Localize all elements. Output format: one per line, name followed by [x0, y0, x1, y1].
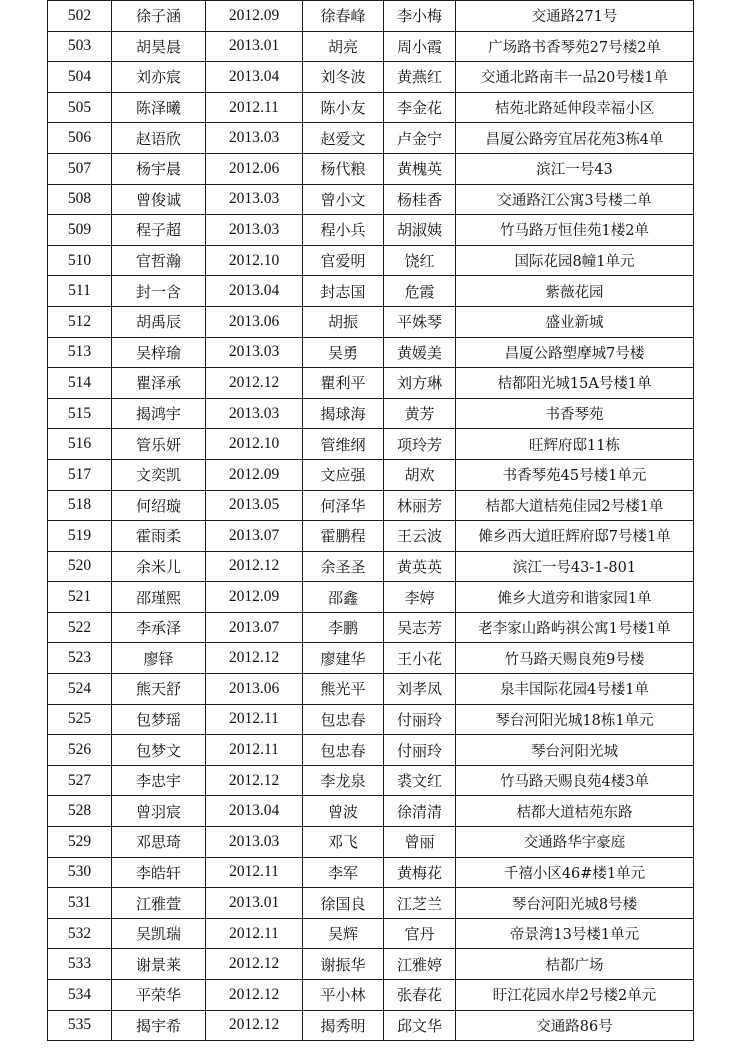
row-number-cell: 531	[48, 888, 112, 919]
mother-name-cell: 胡欢	[384, 459, 456, 490]
table-row	[48, 123, 694, 154]
father-name-cell: 封志国	[303, 276, 384, 307]
home-address-cell: 傩乡大道旁和谐家园1单	[456, 582, 694, 613]
mother-name-cell: 江雅婷	[384, 949, 456, 980]
table-row	[48, 551, 694, 582]
table-row	[48, 398, 694, 429]
birth-date-cell: 2012.12	[206, 643, 303, 674]
father-name-cell: 包忠春	[303, 735, 384, 766]
birth-date-cell: 2012.12	[206, 980, 303, 1011]
row-number-cell: 520	[48, 551, 112, 582]
table-row	[48, 949, 694, 980]
birth-date-cell: 2013.05	[206, 490, 303, 521]
home-address-cell: 旺辉府邸11栋	[456, 429, 694, 460]
mother-name-cell: 杨桂香	[384, 184, 456, 215]
student-name-cell: 揭鸿宇	[112, 398, 206, 429]
student-name-cell: 陈泽曦	[112, 92, 206, 123]
student-name-cell: 李承泽	[112, 612, 206, 643]
row-number-cell: 521	[48, 582, 112, 613]
home-address-cell: 广场路书香琴苑27号楼2单	[456, 31, 694, 62]
father-name-cell: 李军	[303, 857, 384, 888]
mother-name-cell: 裘文红	[384, 765, 456, 796]
student-name-cell: 徐子涵	[112, 1, 206, 32]
home-address-cell: 书香琴苑45号楼1单元	[456, 459, 694, 490]
student-name-cell: 李皓轩	[112, 857, 206, 888]
row-number-cell: 510	[48, 245, 112, 276]
father-name-cell: 官爱明	[303, 245, 384, 276]
student-name-cell: 程子超	[112, 215, 206, 246]
mother-name-cell: 付丽玲	[384, 704, 456, 735]
father-name-cell: 谢振华	[303, 949, 384, 980]
home-address-cell: 桔都大道桔苑东路	[456, 796, 694, 827]
student-name-cell: 邵瑾熙	[112, 582, 206, 613]
home-address-cell: 交通北路南丰一品20号楼1单	[456, 62, 694, 93]
father-name-cell: 李鹏	[303, 612, 384, 643]
father-name-cell: 陈小友	[303, 92, 384, 123]
student-name-cell: 官哲瀚	[112, 245, 206, 276]
row-number-cell: 529	[48, 827, 112, 858]
student-name-cell: 李忠宇	[112, 765, 206, 796]
student-name-cell: 胡昊晨	[112, 31, 206, 62]
table-row	[48, 184, 694, 215]
father-name-cell: 程小兵	[303, 215, 384, 246]
table-row	[48, 459, 694, 490]
home-address-cell: 桔都大道桔苑佳园2号楼1单	[456, 490, 694, 521]
mother-name-cell: 危霞	[384, 276, 456, 307]
roster-body	[48, 1, 694, 1041]
mother-name-cell: 黄槐英	[384, 153, 456, 184]
table-row	[48, 796, 694, 827]
table-row	[48, 153, 694, 184]
student-name-cell: 瞿泽承	[112, 368, 206, 399]
father-name-cell: 胡振	[303, 306, 384, 337]
table-row	[48, 765, 694, 796]
row-number-cell: 530	[48, 857, 112, 888]
father-name-cell: 李龙泉	[303, 765, 384, 796]
mother-name-cell: 周小霞	[384, 31, 456, 62]
home-address-cell: 千禧小区46#楼1单元	[456, 857, 694, 888]
row-number-cell: 534	[48, 980, 112, 1011]
birth-date-cell: 2012.11	[206, 918, 303, 949]
row-number-cell: 519	[48, 521, 112, 552]
father-name-cell: 刘冬波	[303, 62, 384, 93]
row-number-cell: 528	[48, 796, 112, 827]
birth-date-cell: 2013.04	[206, 796, 303, 827]
father-name-cell: 曾小文	[303, 184, 384, 215]
mother-name-cell: 官丹	[384, 918, 456, 949]
student-name-cell: 余米儿	[112, 551, 206, 582]
father-name-cell: 赵爱文	[303, 123, 384, 154]
table-row	[48, 92, 694, 123]
mother-name-cell: 吴志芳	[384, 612, 456, 643]
mother-name-cell: 林丽芳	[384, 490, 456, 521]
home-address-cell: 琴台河阳光城8号楼	[456, 888, 694, 919]
father-name-cell: 杨代粮	[303, 153, 384, 184]
birth-date-cell: 2013.07	[206, 521, 303, 552]
mother-name-cell: 李金花	[384, 92, 456, 123]
row-number-cell: 516	[48, 429, 112, 460]
mother-name-cell: 平姝琴	[384, 306, 456, 337]
student-name-cell: 包梦文	[112, 735, 206, 766]
mother-name-cell: 黄芳	[384, 398, 456, 429]
row-number-cell: 525	[48, 704, 112, 735]
row-number-cell: 515	[48, 398, 112, 429]
father-name-cell: 邵鑫	[303, 582, 384, 613]
mother-name-cell: 黄梅花	[384, 857, 456, 888]
birth-date-cell: 2013.03	[206, 337, 303, 368]
table-row	[48, 429, 694, 460]
birth-date-cell: 2012.11	[206, 704, 303, 735]
home-address-cell: 滨江一号43-1-801	[456, 551, 694, 582]
father-name-cell: 吴辉	[303, 918, 384, 949]
table-row	[48, 1, 694, 32]
father-name-cell: 霍鹏程	[303, 521, 384, 552]
birth-date-cell: 2013.03	[206, 827, 303, 858]
birth-date-cell: 2012.09	[206, 582, 303, 613]
student-name-cell: 曾羽宸	[112, 796, 206, 827]
table-row	[48, 245, 694, 276]
student-name-cell: 熊天舒	[112, 674, 206, 705]
father-name-cell: 揭球海	[303, 398, 384, 429]
table-row	[48, 490, 694, 521]
mother-name-cell: 黄媛美	[384, 337, 456, 368]
table-row	[48, 521, 694, 552]
student-name-cell: 邓思琦	[112, 827, 206, 858]
birth-date-cell: 2012.12	[206, 368, 303, 399]
birth-date-cell: 2012.12	[206, 1010, 303, 1041]
birth-date-cell: 2013.03	[206, 184, 303, 215]
birth-date-cell: 2012.10	[206, 429, 303, 460]
birth-date-cell: 2013.03	[206, 215, 303, 246]
mother-name-cell: 徐清清	[384, 796, 456, 827]
row-number-cell: 504	[48, 62, 112, 93]
row-number-cell: 509	[48, 215, 112, 246]
father-name-cell: 平小林	[303, 980, 384, 1011]
mother-name-cell: 付丽玲	[384, 735, 456, 766]
birth-date-cell: 2012.10	[206, 245, 303, 276]
table-row	[48, 918, 694, 949]
father-name-cell: 胡亮	[303, 31, 384, 62]
row-number-cell: 503	[48, 31, 112, 62]
student-name-cell: 杨宇晨	[112, 153, 206, 184]
home-address-cell: 桔都阳光城15A号楼1单	[456, 368, 694, 399]
table-row	[48, 643, 694, 674]
student-name-cell: 江雅萱	[112, 888, 206, 919]
mother-name-cell: 项玲芳	[384, 429, 456, 460]
birth-date-cell: 2012.11	[206, 92, 303, 123]
home-address-cell: 书香琴苑	[456, 398, 694, 429]
student-name-cell: 谢景莱	[112, 949, 206, 980]
father-name-cell: 徐春峰	[303, 1, 384, 32]
father-name-cell: 管维纲	[303, 429, 384, 460]
birth-date-cell: 2013.04	[206, 62, 303, 93]
mother-name-cell: 卢金宁	[384, 123, 456, 154]
father-name-cell: 廖建华	[303, 643, 384, 674]
home-address-cell: 竹马路天赐良苑9号楼	[456, 643, 694, 674]
mother-name-cell: 黄燕红	[384, 62, 456, 93]
student-roster-table	[47, 0, 694, 1041]
row-number-cell: 532	[48, 918, 112, 949]
father-name-cell: 吴勇	[303, 337, 384, 368]
row-number-cell: 533	[48, 949, 112, 980]
father-name-cell: 余圣圣	[303, 551, 384, 582]
mother-name-cell: 曾丽	[384, 827, 456, 858]
row-number-cell: 513	[48, 337, 112, 368]
student-name-cell: 平荣华	[112, 980, 206, 1011]
birth-date-cell: 2013.03	[206, 398, 303, 429]
home-address-cell: 交通路江公寓3号楼二单	[456, 184, 694, 215]
home-address-cell: 泉丰国际花园4号楼1单	[456, 674, 694, 705]
mother-name-cell: 王云波	[384, 521, 456, 552]
home-address-cell: 桔都广场	[456, 949, 694, 980]
table-row	[48, 31, 694, 62]
home-address-cell: 竹马路万恒佳苑1楼2单	[456, 215, 694, 246]
student-name-cell: 何绍璇	[112, 490, 206, 521]
home-address-cell: 紫薇花园	[456, 276, 694, 307]
table-row	[48, 62, 694, 93]
student-name-cell: 赵语欣	[112, 123, 206, 154]
home-address-cell: 盛业新城	[456, 306, 694, 337]
home-address-cell: 昌厦公路旁宜居花苑3栋4单	[456, 123, 694, 154]
student-name-cell: 管乐妍	[112, 429, 206, 460]
home-address-cell: 老李家山路屿祺公寓1号楼1单	[456, 612, 694, 643]
father-name-cell: 邓飞	[303, 827, 384, 858]
home-address-cell: 交通路271号	[456, 1, 694, 32]
birth-date-cell: 2012.12	[206, 765, 303, 796]
student-name-cell: 封一含	[112, 276, 206, 307]
home-address-cell: 琴台河阳光城18栋1单元	[456, 704, 694, 735]
mother-name-cell: 张春花	[384, 980, 456, 1011]
row-number-cell: 514	[48, 368, 112, 399]
birth-date-cell: 2013.01	[206, 31, 303, 62]
home-address-cell: 琴台河阳光城	[456, 735, 694, 766]
birth-date-cell: 2013.04	[206, 276, 303, 307]
table-row	[48, 674, 694, 705]
table-row	[48, 888, 694, 919]
table-row	[48, 612, 694, 643]
father-name-cell: 瞿利平	[303, 368, 384, 399]
row-number-cell: 517	[48, 459, 112, 490]
birth-date-cell: 2012.06	[206, 153, 303, 184]
mother-name-cell: 李小梅	[384, 1, 456, 32]
birth-date-cell: 2013.01	[206, 888, 303, 919]
father-name-cell: 曾波	[303, 796, 384, 827]
home-address-cell: 桔苑北路延伸段幸福小区	[456, 92, 694, 123]
row-number-cell: 526	[48, 735, 112, 766]
table-row	[48, 857, 694, 888]
mother-name-cell: 黄英英	[384, 551, 456, 582]
birth-date-cell: 2012.12	[206, 949, 303, 980]
home-address-cell: 交通路华宇豪庭	[456, 827, 694, 858]
birth-date-cell: 2013.03	[206, 123, 303, 154]
home-address-cell: 昌厦公路塑摩城7号楼	[456, 337, 694, 368]
student-name-cell: 曾俊诚	[112, 184, 206, 215]
table-row	[48, 582, 694, 613]
table-row	[48, 1010, 694, 1041]
mother-name-cell: 刘孝凤	[384, 674, 456, 705]
table-row	[48, 306, 694, 337]
home-address-cell: 帝景湾13号楼1单元	[456, 918, 694, 949]
student-name-cell: 霍雨柔	[112, 521, 206, 552]
mother-name-cell: 胡淑姨	[384, 215, 456, 246]
birth-date-cell: 2012.12	[206, 551, 303, 582]
birth-date-cell: 2013.06	[206, 306, 303, 337]
birth-date-cell: 2013.06	[206, 674, 303, 705]
row-number-cell: 506	[48, 123, 112, 154]
row-number-cell: 518	[48, 490, 112, 521]
row-number-cell: 535	[48, 1010, 112, 1041]
table-row	[48, 704, 694, 735]
table-row	[48, 735, 694, 766]
birth-date-cell: 2012.09	[206, 459, 303, 490]
row-number-cell: 508	[48, 184, 112, 215]
father-name-cell: 包忠春	[303, 704, 384, 735]
home-address-cell: 交通路86号	[456, 1010, 694, 1041]
table-row	[48, 980, 694, 1011]
row-number-cell: 507	[48, 153, 112, 184]
student-name-cell: 胡禹辰	[112, 306, 206, 337]
mother-name-cell: 刘方琳	[384, 368, 456, 399]
student-roster-sheet	[47, 0, 693, 1041]
table-row	[48, 276, 694, 307]
father-name-cell: 熊光平	[303, 674, 384, 705]
table-row	[48, 827, 694, 858]
row-number-cell: 505	[48, 92, 112, 123]
father-name-cell: 文应强	[303, 459, 384, 490]
mother-name-cell: 江芝兰	[384, 888, 456, 919]
student-name-cell: 包梦瑶	[112, 704, 206, 735]
row-number-cell: 524	[48, 674, 112, 705]
row-number-cell: 523	[48, 643, 112, 674]
row-number-cell: 502	[48, 1, 112, 32]
student-name-cell: 廖铎	[112, 643, 206, 674]
mother-name-cell: 饶红	[384, 245, 456, 276]
row-number-cell: 511	[48, 276, 112, 307]
table-row	[48, 368, 694, 399]
student-name-cell: 文奕凯	[112, 459, 206, 490]
student-name-cell: 吴凯瑞	[112, 918, 206, 949]
home-address-cell: 盱江花园水岸2号楼2单元	[456, 980, 694, 1011]
birth-date-cell: 2012.11	[206, 735, 303, 766]
student-name-cell: 吴梓瑜	[112, 337, 206, 368]
row-number-cell: 527	[48, 765, 112, 796]
father-name-cell: 徐国良	[303, 888, 384, 919]
home-address-cell: 国际花园8幢1单元	[456, 245, 694, 276]
home-address-cell: 竹马路天赐良苑4楼3单	[456, 765, 694, 796]
birth-date-cell: 2012.11	[206, 857, 303, 888]
mother-name-cell: 王小花	[384, 643, 456, 674]
student-name-cell: 揭宇希	[112, 1010, 206, 1041]
mother-name-cell: 邱文华	[384, 1010, 456, 1041]
table-row	[48, 337, 694, 368]
mother-name-cell: 李婷	[384, 582, 456, 613]
father-name-cell: 揭秀明	[303, 1010, 384, 1041]
birth-date-cell: 2012.09	[206, 1, 303, 32]
row-number-cell: 522	[48, 612, 112, 643]
home-address-cell: 滨江一号43	[456, 153, 694, 184]
father-name-cell: 何泽华	[303, 490, 384, 521]
home-address-cell: 傩乡西大道旺辉府邸7号楼1单	[456, 521, 694, 552]
birth-date-cell: 2013.07	[206, 612, 303, 643]
table-row	[48, 215, 694, 246]
row-number-cell: 512	[48, 306, 112, 337]
student-name-cell: 刘亦宸	[112, 62, 206, 93]
